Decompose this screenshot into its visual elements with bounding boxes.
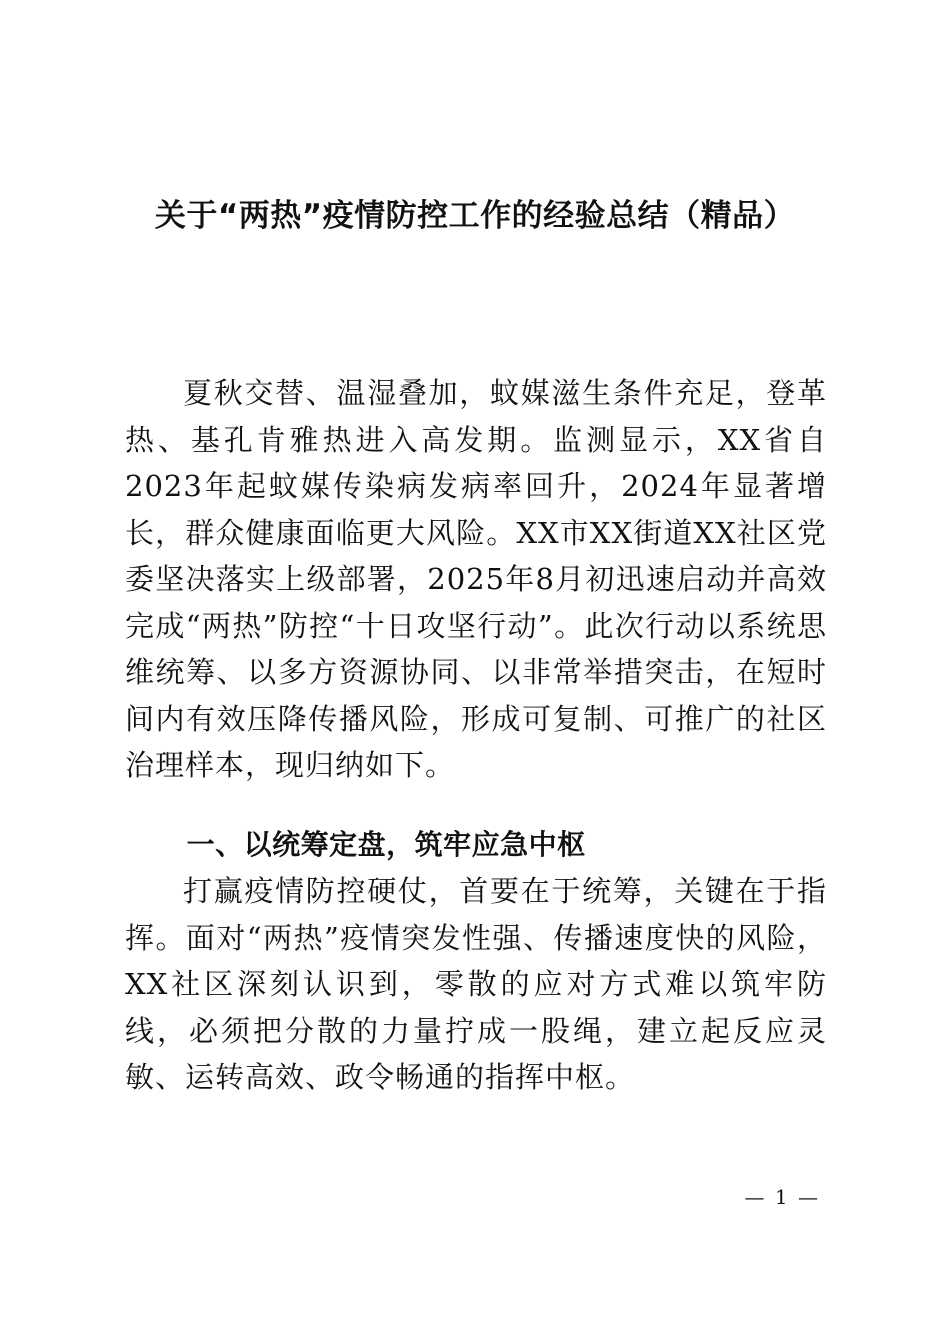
body-paragraph-section-1: 打赢疫情防控硬仗，首要在于统筹，关键在于指挥。面对“两热”疫情突发性强、传播速度快的风险，XX社区深刻认识到，零散的应对方式难以筑牢防线，必须把分散的力量拧成一股绳，建立起反应灵敏、运转高效、政令畅通的指挥中枢。: [125, 874, 827, 1094]
document-title: 关于“两热”疫情防控工作的经验总结（精品）: [154, 198, 796, 234]
page-number: — 1 —: [744, 1185, 820, 1209]
body-paragraph-intro: 夏秋交替、温湿叠加，蚊媒滋生条件充足，登革热、基孔肯雅热进入高发期。监测显示，XX省自2023年起蚊媒传染病发病率回升，2024年显著增长，群众健康面临更大风险。XX市XX街道XX社区党委坚决落实上级部署，2025年8月初迅速启动并高效完成“两热”防控“十日攻坚行动”。此次行动以系统思维统筹、以多方资源协同、以非常举措突击，在短时间内有效压降传播风险，形成可复制、可推广的社区治理样本，现归纳如下。: [125, 376, 827, 782]
section-heading: 一、以统筹定盘，筑牢应急中枢: [186, 828, 586, 861]
